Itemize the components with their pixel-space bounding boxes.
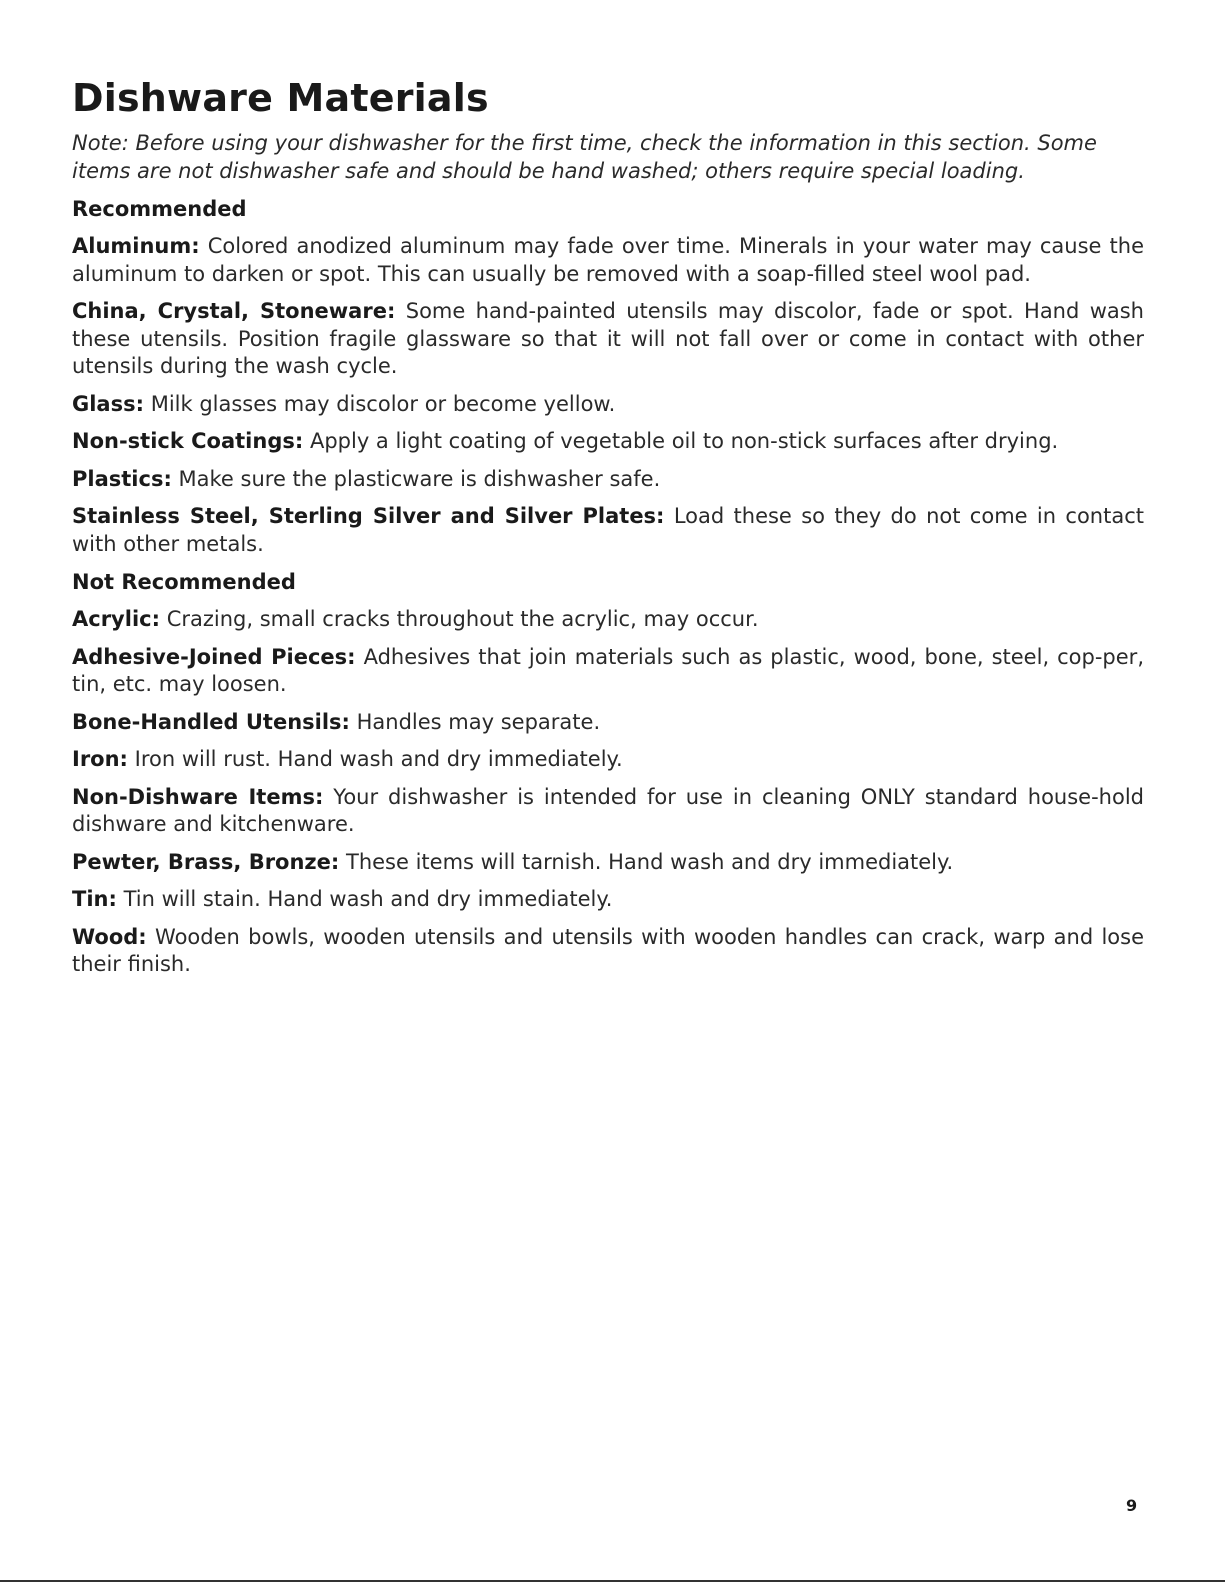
entry-aluminum <box>72 233 1144 288</box>
entry-term: Wood: <box>72 924 147 949</box>
page-title: Dishware Materials <box>72 76 489 120</box>
entry-iron <box>72 746 1144 774</box>
entry-non-dishware-items <box>72 784 1144 839</box>
entry-text: Make sure the plasticware is dishwasher safe. <box>178 466 661 491</box>
entry-text: Your dishwasher is intended for use in cleaning ONLY standard house-hold dishware and kitchenware. <box>72 784 1144 836</box>
entry-text: Handles may separate. <box>356 709 601 734</box>
entry-term: Adhesive-Joined Pieces: <box>72 644 356 669</box>
entry-term: Non-stick Coatings: <box>72 429 304 453</box>
recommended-heading: Recommended <box>72 197 247 221</box>
entry-term: Plastics: <box>72 466 172 491</box>
bottom-rule <box>0 1580 1225 1582</box>
entry-term: Acrylic: <box>72 607 160 631</box>
entry-text: These items will tarnish. Hand wash and dry immediately. <box>346 849 954 874</box>
entry-plastics <box>72 466 1144 494</box>
entry-text: Crazing, small cracks throughout the acrylic, may occur. <box>166 607 759 631</box>
entry-stainless-steel-silver <box>72 503 1144 558</box>
entry-text: Milk glasses may discolor or become yellow. <box>150 391 616 416</box>
entry-term: Bone-Handled Utensils: <box>72 709 350 734</box>
entry-text: Apply a light coating of vegetable oil to non-stick surfaces after drying. <box>309 429 1059 453</box>
entry-wood <box>72 924 1144 979</box>
entry-term: Stainless Steel, Sterling Silver and Silver Plates: <box>72 504 665 528</box>
entry-term: Aluminum: <box>72 234 200 258</box>
entry-text: Adhesives that join materials such as plastic, wood, bone, steel, cop-per, tin, etc. may loosen. <box>72 644 1144 696</box>
entry-acrylic <box>72 606 1144 634</box>
page-content <box>72 72 1144 989</box>
entry-glass <box>72 391 1144 419</box>
entry-text: Colored anodized aluminum may fade over time. Minerals in your water may cause the aluminum to darken or spot. This can usually be removed with a soap-filled steel wool pad. <box>72 234 1144 286</box>
not-recommended-heading: Not Recommended <box>72 570 296 594</box>
page-number: 9 <box>1126 1496 1138 1515</box>
entry-china-crystal-stoneware <box>72 298 1144 381</box>
entry-text: Iron will rust. Hand wash and dry immediately. <box>134 747 623 771</box>
not-recommended-section <box>72 568 1144 979</box>
entry-text: Tin will stain. Hand wash and dry immediately. <box>123 887 613 911</box>
entry-term: Non-Dishware Items: <box>72 784 324 809</box>
entry-text: Some hand-painted utensils may discolor, fade or spot. Hand wash these utensils. Position fragile glassware so that it will not fall over or come in contact with other utensils during the wash cycle. <box>72 299 1144 378</box>
entry-term: China, Crystal, Stoneware: <box>72 299 396 323</box>
recommended-section <box>72 195 1144 558</box>
entry-term: Iron: <box>72 747 128 771</box>
entry-term: Glass: <box>72 391 145 416</box>
entry-text: Load these so they do not come in contact with other metals. <box>72 504 1144 556</box>
entry-bone-handled-utensils <box>72 709 1144 737</box>
entry-term: Pewter, Brass, Bronze: <box>72 849 340 874</box>
entry-term: Tin: <box>72 887 117 911</box>
entry-adhesive-joined-pieces <box>72 644 1144 699</box>
entry-text: Wooden bowls, wooden utensils and utensils with wooden handles can crack, warp and lose their finish. <box>72 924 1145 976</box>
entry-pewter-brass-bronze <box>72 849 1144 877</box>
intro-note: Note: Before using your dishwasher for the first time, check the information in this section. Some items are not dishwasher safe and should be hand washed; others require special loading. <box>72 131 1097 183</box>
entry-tin <box>72 886 1144 914</box>
entry-non-stick-coatings <box>72 428 1144 456</box>
